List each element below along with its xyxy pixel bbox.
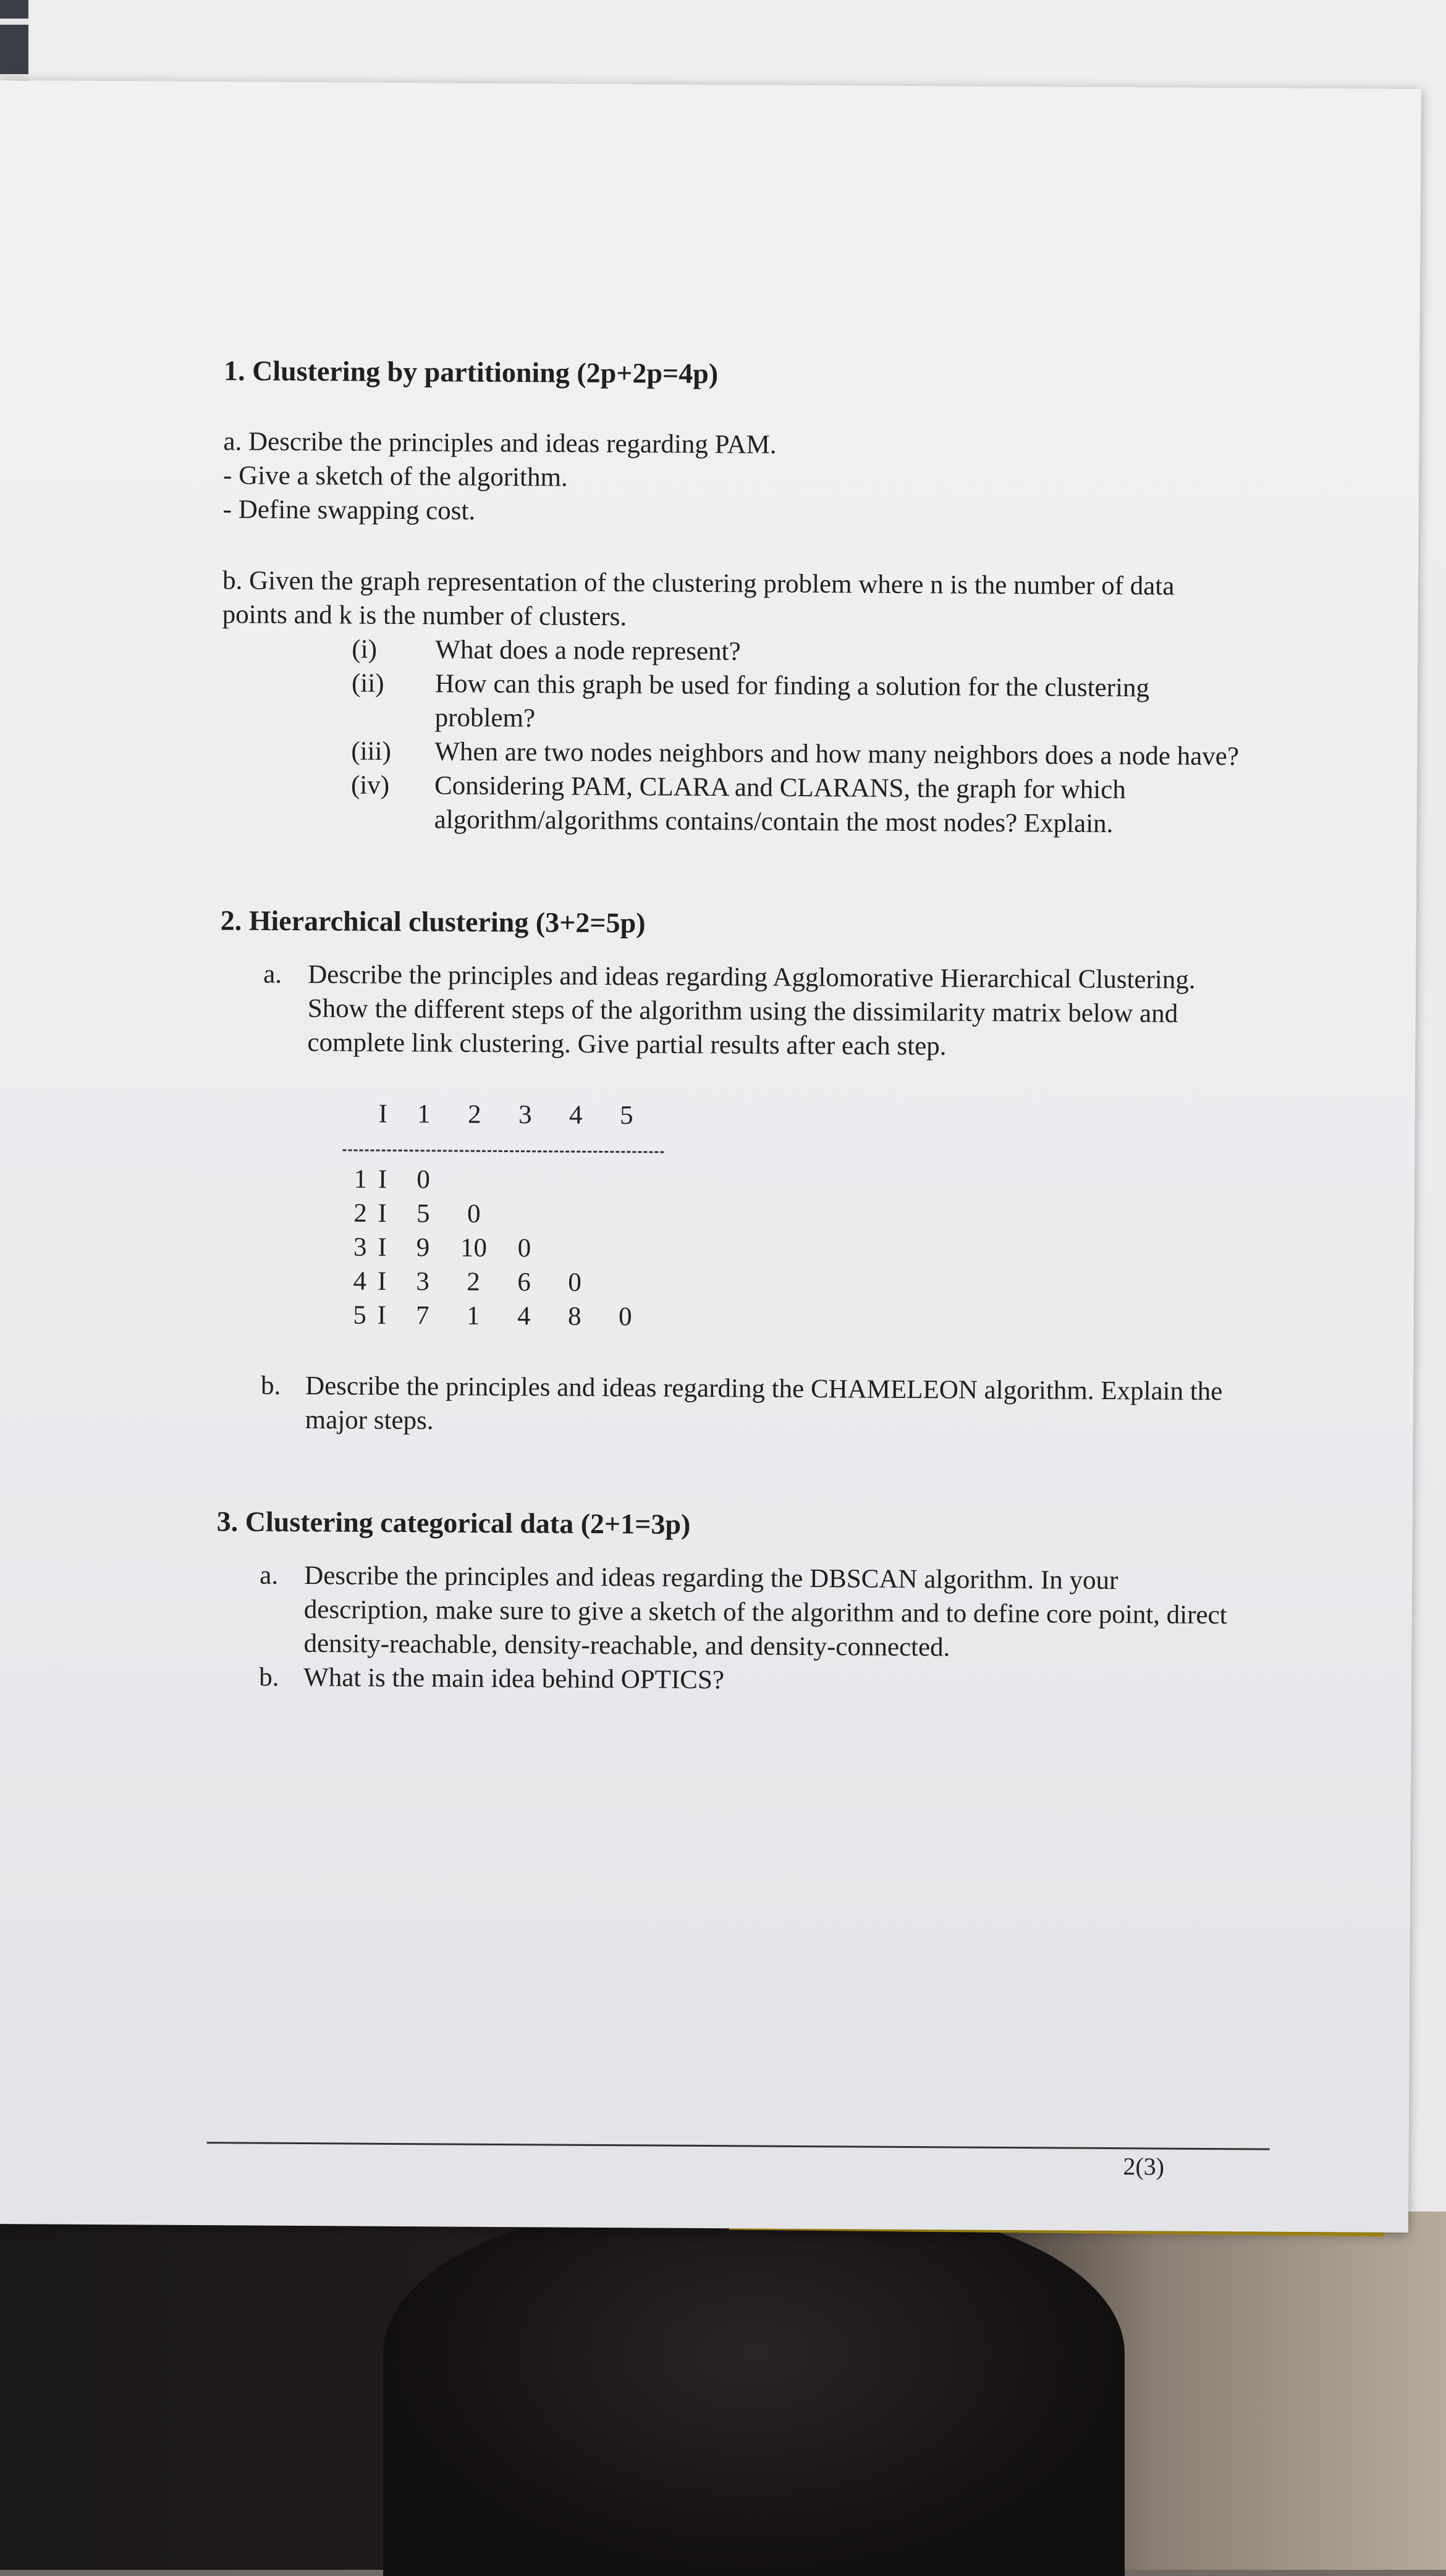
matrix-cell: 2 <box>467 1267 481 1297</box>
exam-content <box>216 353 1287 1700</box>
matrix-row <box>342 1196 664 1232</box>
part-line: Describe the principles and ideas regarding the DBSCAN algorithm. In your <box>304 1561 1118 1596</box>
subitem-text <box>435 667 1285 739</box>
part-letter: a. <box>263 959 282 989</box>
subitem-number: (iv) <box>350 770 390 800</box>
matrix-separator: I <box>378 1232 387 1262</box>
dark-foreground <box>383 2205 1125 2576</box>
matrix-cell: 4 <box>517 1302 531 1331</box>
subitem-text: When are two nodes neighbors and how many neighbors does a node have? <box>434 737 1240 772</box>
q1-title: 1. Clustering by partitioning (2p+2p=4p) <box>223 355 719 390</box>
q3-part-b <box>259 1661 1279 1701</box>
matrix-row-label: 1 <box>353 1164 368 1194</box>
matrix-separator: I <box>378 1198 387 1228</box>
subitem-number: (iii) <box>351 736 392 766</box>
subitem-line: How can this graph be used for finding a solution for the clustering <box>434 669 1150 703</box>
subitem-number: (i) <box>352 634 378 664</box>
matrix-header-cell: 4 <box>569 1100 583 1130</box>
q2-part-b <box>261 1369 1281 1443</box>
part-line: Show the different steps of the algorithm using the dissimilarity matrix below and <box>307 994 1178 1029</box>
q2-title: 2. Hierarchical clustering (3+2=5p) <box>220 904 646 939</box>
q1-subitem <box>352 666 1285 739</box>
subitem-line: Considering PAM, CLARA and CLARANS, the graph for which <box>434 771 1126 805</box>
part-text: What is the main idea behind OPTICS? <box>303 1663 725 1695</box>
matrix-row <box>342 1264 663 1300</box>
matrix-separator: I <box>378 1099 388 1129</box>
part-text <box>303 1559 1279 1667</box>
matrix-row-label: 5 <box>353 1300 366 1330</box>
matrix-cell: 7 <box>415 1301 429 1331</box>
q1-subitem <box>351 734 1284 773</box>
matrix-cell: 10 <box>460 1233 488 1263</box>
matrix-cell: 6 <box>517 1268 531 1297</box>
matrix-cell: 1 <box>466 1301 480 1331</box>
matrix-header-cell: 3 <box>518 1100 532 1130</box>
part-letter: b. <box>259 1662 279 1692</box>
matrix-cell: 0 <box>618 1302 632 1332</box>
matrix-row <box>342 1162 664 1198</box>
matrix-row <box>342 1230 663 1266</box>
matrix-cell: 3 <box>416 1267 430 1297</box>
subitem-line: problem? <box>434 703 536 733</box>
part-line: major steps. <box>305 1405 434 1436</box>
q1-subitem <box>352 632 1285 671</box>
q1-a-line: a. Describe the principles and ideas regarding PAM. <box>223 427 777 460</box>
matrix-cell: 0 <box>416 1165 431 1195</box>
part-line: description, make sure to give a sketch of the algorithm and to define core point, direct <box>303 1595 1227 1630</box>
matrix-header <box>343 1096 664 1132</box>
q1-subitem <box>351 768 1285 841</box>
exam-page <box>0 80 1421 2233</box>
q1-b-line: points and k is the number of clusters. <box>222 600 627 632</box>
part-line: Describe the principles and ideas regarding Agglomorative Hierarchical Clustering. <box>308 960 1196 995</box>
subitem-text <box>434 768 1285 841</box>
part-letter: a. <box>260 1560 279 1590</box>
matrix-cell: 5 <box>416 1199 430 1229</box>
q3-title: 3. Clustering categorical data (2+1=3p) <box>216 1505 691 1540</box>
matrix-cell: 0 <box>467 1199 481 1229</box>
footer-rule <box>207 2142 1270 2150</box>
subitem-line: algorithm/algorithms contains/contain the most nodes? Explain. <box>434 805 1114 839</box>
matrix-row-label: 3 <box>353 1232 367 1262</box>
part-line: density-reachable, density-reachable, and density-connected. <box>303 1629 950 1662</box>
q3-part-a <box>259 1559 1279 1667</box>
part-text <box>307 958 1283 1066</box>
subitem-number: (ii) <box>351 668 384 698</box>
page-number: 2(3) <box>1123 2152 1165 2181</box>
part-line: Describe the principles and ideas regarding the CHAMELEON algorithm. Explain the <box>305 1371 1223 1407</box>
matrix-row-label: 2 <box>353 1198 367 1228</box>
matrix-separator: I <box>377 1300 387 1330</box>
part-letter: b. <box>260 1371 281 1400</box>
matrix-cell: 9 <box>416 1233 430 1263</box>
matrix-cell: 8 <box>567 1302 581 1331</box>
matrix-separator: I <box>377 1266 387 1296</box>
matrix-cell: 0 <box>517 1234 531 1263</box>
part-line: complete link clustering. Give partial results after each step. <box>307 1028 947 1061</box>
q1-a-line: - Define swapping cost. <box>222 495 476 526</box>
matrix-row-label: 4 <box>353 1266 367 1296</box>
q2-part-a <box>263 958 1283 1066</box>
matrix-dashed-rule <box>342 1149 664 1153</box>
matrix-cell: 0 <box>568 1268 582 1297</box>
part-text <box>305 1369 1281 1443</box>
matrix-header-cell: 1 <box>416 1100 431 1129</box>
q1-b-line: b. Given the graph representation of the clustering problem where n is the number of data <box>222 566 1175 601</box>
matrix-header-cell: 5 <box>619 1101 633 1130</box>
matrix-separator: I <box>378 1164 387 1194</box>
q1-a-line: - Give a sketch of the algorithm. <box>222 461 568 492</box>
subitem-text: What does a node represent? <box>435 635 741 667</box>
dissimilarity-matrix <box>342 1096 664 1334</box>
matrix-row <box>342 1298 663 1334</box>
matrix-header-cell: 2 <box>467 1100 481 1129</box>
